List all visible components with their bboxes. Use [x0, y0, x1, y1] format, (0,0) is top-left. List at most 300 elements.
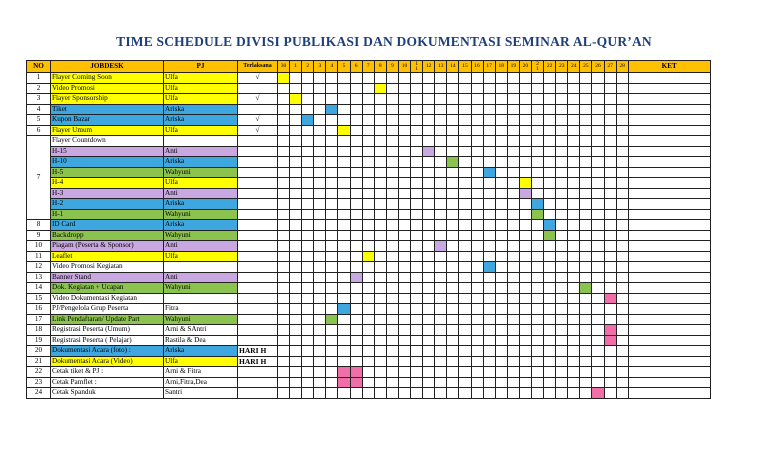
- row-number: 9: [27, 230, 51, 241]
- row-pj: [164, 136, 238, 147]
- schedule-cell: [386, 167, 398, 178]
- schedule-cell: [314, 136, 326, 147]
- schedule-cell: [398, 388, 410, 399]
- schedule-cell: [544, 167, 556, 178]
- schedule-cell: [362, 146, 374, 157]
- schedule-cell: [568, 188, 580, 199]
- row-jobdesk: Backdropp: [51, 230, 164, 241]
- header-jobdesk: JOBDESK: [51, 61, 164, 73]
- header-day: 26: [592, 61, 604, 73]
- schedule-cell: [362, 199, 374, 210]
- header-day: 17: [483, 61, 495, 73]
- schedule-cell: [302, 367, 314, 378]
- schedule-cell: [326, 83, 338, 94]
- schedule-cell: [507, 146, 519, 157]
- row-number: 14: [27, 283, 51, 294]
- schedule-cell: [278, 104, 290, 115]
- header-day: 15: [459, 61, 471, 73]
- schedule-cell: [447, 115, 459, 126]
- schedule-cell: [495, 241, 507, 252]
- schedule-cell: [471, 188, 483, 199]
- schedule-cell: [362, 325, 374, 336]
- schedule-cell: [278, 346, 290, 357]
- schedule-cell: [326, 388, 338, 399]
- schedule-cell: [531, 346, 543, 357]
- schedule-cell: [326, 188, 338, 199]
- schedule-cell: [459, 104, 471, 115]
- schedule-cell: [471, 157, 483, 168]
- schedule-cell: [471, 356, 483, 367]
- schedule-cell: [495, 262, 507, 273]
- schedule-cell: [302, 304, 314, 315]
- schedule-cell: [435, 83, 447, 94]
- schedule-cell: [350, 377, 362, 388]
- schedule-cell: [278, 356, 290, 367]
- schedule-cell: [604, 251, 616, 262]
- schedule-cell: [592, 251, 604, 262]
- row-terlaksana: [238, 220, 278, 231]
- schedule-cell: [423, 178, 435, 189]
- schedule-cell: [398, 157, 410, 168]
- schedule-cell: [483, 241, 495, 252]
- row-pj: Arni,Fitra,Dea: [164, 377, 238, 388]
- header-day: 2: [302, 61, 314, 73]
- schedule-cell: [374, 125, 386, 136]
- schedule-cell: [411, 283, 423, 294]
- row-number: 2: [27, 83, 51, 94]
- table-row: [27, 251, 711, 262]
- table-row: [27, 335, 711, 346]
- schedule-cell: [580, 367, 592, 378]
- schedule-cell: [544, 125, 556, 136]
- schedule-cell: [592, 262, 604, 273]
- schedule-cell: [592, 325, 604, 336]
- schedule-cell: [411, 230, 423, 241]
- schedule-cell: [374, 157, 386, 168]
- schedule-cell: [580, 377, 592, 388]
- schedule-cell: [531, 230, 543, 241]
- schedule-cell: [374, 104, 386, 115]
- schedule-cell: [362, 115, 374, 126]
- schedule-cell: [435, 272, 447, 283]
- schedule-cell: [495, 104, 507, 115]
- row-ket: [628, 115, 710, 126]
- schedule-cell: [459, 94, 471, 105]
- header-day: 9: [386, 61, 398, 73]
- schedule-cell: [471, 125, 483, 136]
- schedule-cell: [398, 199, 410, 210]
- schedule-cell: [326, 367, 338, 378]
- header-day: 24: [568, 61, 580, 73]
- schedule-cell: [531, 199, 543, 210]
- row-jobdesk: Banner Stand: [51, 272, 164, 283]
- schedule-cell: [495, 178, 507, 189]
- schedule-cell: [435, 94, 447, 105]
- schedule-cell: [447, 104, 459, 115]
- schedule-cell: [362, 377, 374, 388]
- schedule-cell: [302, 125, 314, 136]
- schedule-cell: [592, 146, 604, 157]
- schedule-cell: [580, 115, 592, 126]
- schedule-cell: [592, 346, 604, 357]
- schedule-cell: [592, 136, 604, 147]
- schedule-cell: [580, 83, 592, 94]
- schedule-cell: [435, 230, 447, 241]
- schedule-cell: [423, 73, 435, 84]
- row-pj: Ulfa: [164, 83, 238, 94]
- schedule-cell: [398, 73, 410, 84]
- schedule-cell: [302, 104, 314, 115]
- schedule-cell: [459, 199, 471, 210]
- schedule-cell: [302, 209, 314, 220]
- schedule-cell: [544, 356, 556, 367]
- schedule-cell: [471, 283, 483, 294]
- schedule-cell: [374, 346, 386, 357]
- schedule-cell: [580, 241, 592, 252]
- schedule-cell: [544, 388, 556, 399]
- schedule-cell: [386, 241, 398, 252]
- schedule-cell: [362, 293, 374, 304]
- row-terlaksana: [238, 83, 278, 94]
- schedule-cell: [386, 367, 398, 378]
- schedule-cell: [495, 146, 507, 157]
- row-number: 5: [27, 115, 51, 126]
- header-day: 2 1: [531, 61, 543, 73]
- schedule-cell: [580, 230, 592, 241]
- schedule-cell: [362, 178, 374, 189]
- schedule-cell: [386, 104, 398, 115]
- schedule-cell: [411, 346, 423, 357]
- schedule-cell: [398, 167, 410, 178]
- schedule-cell: [544, 178, 556, 189]
- schedule-cell: [386, 146, 398, 157]
- schedule-cell: [519, 356, 531, 367]
- schedule-cell: [374, 220, 386, 231]
- schedule-cell: [556, 125, 568, 136]
- schedule-cell: [604, 283, 616, 294]
- schedule-cell: [362, 346, 374, 357]
- schedule-cell: [471, 314, 483, 325]
- schedule-cell: [495, 220, 507, 231]
- schedule-cell: [604, 304, 616, 315]
- schedule-cell: [411, 304, 423, 315]
- schedule-cell: [459, 262, 471, 273]
- schedule-cell: [495, 272, 507, 283]
- schedule-cell: [290, 377, 302, 388]
- schedule-cell: [519, 209, 531, 220]
- schedule-cell: [423, 136, 435, 147]
- schedule-cell: [350, 314, 362, 325]
- schedule-cell: [616, 230, 628, 241]
- row-pj: Ariska: [164, 346, 238, 357]
- row-terlaksana: [238, 335, 278, 346]
- schedule-cell: [386, 209, 398, 220]
- schedule-cell: [483, 293, 495, 304]
- schedule-cell: [411, 83, 423, 94]
- row-terlaksana: [238, 199, 278, 210]
- schedule-cell: [459, 115, 471, 126]
- table-row: [27, 83, 711, 94]
- schedule-cell: [556, 136, 568, 147]
- schedule-cell: [411, 188, 423, 199]
- schedule-cell: [374, 209, 386, 220]
- schedule-cell: [411, 314, 423, 325]
- schedule-cell: [447, 209, 459, 220]
- schedule-cell: [507, 304, 519, 315]
- schedule-cell: [326, 73, 338, 84]
- schedule-cell: [374, 388, 386, 399]
- schedule-cell: [411, 167, 423, 178]
- schedule-cell: [604, 220, 616, 231]
- schedule-cell: [507, 335, 519, 346]
- row-number: 17: [27, 314, 51, 325]
- schedule-cell: [374, 325, 386, 336]
- schedule-cell: [580, 388, 592, 399]
- schedule-cell: [302, 314, 314, 325]
- row-jobdesk: Registrasi Peserta (Umum): [51, 325, 164, 336]
- schedule-cell: [519, 188, 531, 199]
- schedule-cell: [580, 167, 592, 178]
- schedule-cell: [350, 356, 362, 367]
- schedule-cell: [278, 262, 290, 273]
- schedule-cell: [314, 115, 326, 126]
- schedule-cell: [338, 230, 350, 241]
- schedule-cell: [556, 251, 568, 262]
- schedule-cell: [278, 314, 290, 325]
- schedule-cell: [580, 304, 592, 315]
- row-pj: Ariska: [164, 157, 238, 168]
- schedule-cell: [314, 73, 326, 84]
- row-terlaksana: [238, 293, 278, 304]
- schedule-cell: [483, 388, 495, 399]
- schedule-cell: [483, 209, 495, 220]
- row-ket: [628, 157, 710, 168]
- schedule-cell: [580, 346, 592, 357]
- schedule-cell: [386, 272, 398, 283]
- schedule-cell: [519, 325, 531, 336]
- schedule-cell: [314, 209, 326, 220]
- schedule-cell: [447, 199, 459, 210]
- header-day: 22: [544, 61, 556, 73]
- schedule-cell: [531, 104, 543, 115]
- schedule-cell: [374, 167, 386, 178]
- schedule-cell: [616, 104, 628, 115]
- schedule-cell: [483, 157, 495, 168]
- schedule-cell: [483, 325, 495, 336]
- schedule-cell: [471, 178, 483, 189]
- schedule-cell: [531, 167, 543, 178]
- row-number: 18: [27, 325, 51, 336]
- schedule-cell: [398, 94, 410, 105]
- schedule-cell: [326, 157, 338, 168]
- row-jobdesk: Dokumentasi Acara (foto) :: [51, 346, 164, 357]
- schedule-cell: [326, 293, 338, 304]
- row-jobdesk: ID Card: [51, 220, 164, 231]
- schedule-cell: [556, 377, 568, 388]
- table-row: [27, 167, 711, 178]
- schedule-cell: [302, 230, 314, 241]
- schedule-cell: [447, 367, 459, 378]
- schedule-cell: [592, 367, 604, 378]
- schedule-cell: [568, 314, 580, 325]
- schedule-cell: [616, 272, 628, 283]
- schedule-cell: [459, 388, 471, 399]
- schedule-cell: [338, 335, 350, 346]
- schedule-cell: [568, 220, 580, 231]
- schedule-cell: [604, 136, 616, 147]
- schedule-cell: [386, 178, 398, 189]
- schedule-cell: [278, 251, 290, 262]
- schedule-cell: [362, 104, 374, 115]
- schedule-cell: [616, 188, 628, 199]
- schedule-cell: [580, 136, 592, 147]
- schedule-cell: [544, 230, 556, 241]
- row-pj: Ulfa: [164, 251, 238, 262]
- schedule-cell: [326, 356, 338, 367]
- schedule-cell: [386, 251, 398, 262]
- schedule-cell: [386, 283, 398, 294]
- schedule-cell: [374, 251, 386, 262]
- schedule-cell: [278, 136, 290, 147]
- schedule-cell: [278, 335, 290, 346]
- table-row: [27, 178, 711, 189]
- schedule-cell: [398, 262, 410, 273]
- schedule-cell: [278, 388, 290, 399]
- row-number: 20: [27, 346, 51, 357]
- row-terlaksana: [238, 188, 278, 199]
- row-jobdesk: Dok. Kegiatan + Ucapan: [51, 283, 164, 294]
- schedule-cell: [398, 83, 410, 94]
- schedule-cell: [519, 262, 531, 273]
- row-terlaksana: [238, 178, 278, 189]
- schedule-cell: [471, 377, 483, 388]
- schedule-cell: [302, 73, 314, 84]
- schedule-cell: [411, 293, 423, 304]
- schedule-cell: [411, 241, 423, 252]
- schedule-cell: [386, 325, 398, 336]
- row-jobdesk: H-3: [51, 188, 164, 199]
- schedule-cell: [519, 304, 531, 315]
- schedule-cell: [362, 73, 374, 84]
- schedule-cell: [568, 146, 580, 157]
- schedule-cell: [435, 115, 447, 126]
- schedule-cell: [580, 125, 592, 136]
- schedule-cell: [411, 104, 423, 115]
- schedule-cell: [616, 73, 628, 84]
- schedule-cell: [616, 283, 628, 294]
- schedule-cell: [290, 167, 302, 178]
- row-number: 15: [27, 293, 51, 304]
- schedule-cell: [386, 335, 398, 346]
- schedule-cell: [386, 388, 398, 399]
- schedule-cell: [314, 304, 326, 315]
- row-pj: Fitra: [164, 304, 238, 315]
- row-ket: [628, 388, 710, 399]
- row-jobdesk: Cetak Pamflet :: [51, 377, 164, 388]
- schedule-cell: [338, 220, 350, 231]
- schedule-table: [26, 60, 711, 399]
- schedule-cell: [604, 146, 616, 157]
- row-jobdesk: Video Promosi Kegiatan: [51, 262, 164, 273]
- schedule-cell: [459, 367, 471, 378]
- schedule-cell: [616, 241, 628, 252]
- schedule-cell: [507, 199, 519, 210]
- schedule-cell: [616, 136, 628, 147]
- schedule-cell: [374, 272, 386, 283]
- row-jobdesk: Video Promosi: [51, 83, 164, 94]
- schedule-cell: [459, 125, 471, 136]
- schedule-cell: [556, 167, 568, 178]
- schedule-cell: [568, 178, 580, 189]
- schedule-cell: [544, 272, 556, 283]
- schedule-cell: [435, 377, 447, 388]
- schedule-cell: [411, 73, 423, 84]
- schedule-cell: [350, 262, 362, 273]
- schedule-cell: [556, 241, 568, 252]
- schedule-cell: [411, 251, 423, 262]
- schedule-cell: [531, 335, 543, 346]
- row-pj: Ariska: [164, 199, 238, 210]
- schedule-cell: [314, 367, 326, 378]
- schedule-cell: [616, 304, 628, 315]
- schedule-cell: [302, 136, 314, 147]
- schedule-cell: [531, 83, 543, 94]
- schedule-cell: [483, 283, 495, 294]
- schedule-cell: [362, 262, 374, 273]
- schedule-cell: [580, 356, 592, 367]
- schedule-cell: [423, 94, 435, 105]
- header-day: 19: [507, 61, 519, 73]
- schedule-cell: [531, 209, 543, 220]
- row-jobdesk: Flayer Countdown: [51, 136, 164, 147]
- schedule-cell: [398, 241, 410, 252]
- schedule-cell: [544, 241, 556, 252]
- table-row: [27, 346, 711, 357]
- table-row: [27, 104, 711, 115]
- schedule-cell: [483, 356, 495, 367]
- schedule-cell: [616, 167, 628, 178]
- schedule-cell: [519, 283, 531, 294]
- schedule-cell: [374, 335, 386, 346]
- schedule-cell: [326, 199, 338, 210]
- schedule-cell: [604, 115, 616, 126]
- schedule-cell: [338, 272, 350, 283]
- row-number: 10: [27, 241, 51, 252]
- schedule-cell: [483, 125, 495, 136]
- schedule-cell: [386, 157, 398, 168]
- schedule-cell: [580, 325, 592, 336]
- schedule-cell: [544, 346, 556, 357]
- row-pj: Ariska: [164, 220, 238, 231]
- schedule-cell: [326, 104, 338, 115]
- schedule-cell: [604, 209, 616, 220]
- row-number: 4: [27, 104, 51, 115]
- row-terlaksana: √: [238, 125, 278, 136]
- schedule-cell: [350, 115, 362, 126]
- row-pj: Anti: [164, 241, 238, 252]
- schedule-cell: [568, 230, 580, 241]
- schedule-cell: [459, 272, 471, 283]
- schedule-cell: [447, 325, 459, 336]
- schedule-cell: [544, 251, 556, 262]
- schedule-cell: [616, 178, 628, 189]
- schedule-cell: [302, 241, 314, 252]
- schedule-cell: [302, 251, 314, 262]
- table-row: [27, 262, 711, 273]
- schedule-cell: [568, 83, 580, 94]
- schedule-cell: [544, 325, 556, 336]
- schedule-cell: [483, 146, 495, 157]
